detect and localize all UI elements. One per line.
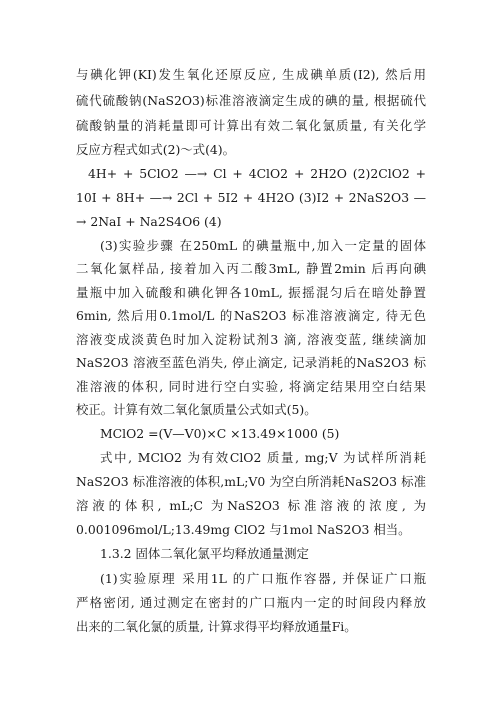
text-line-15: 校正。计算有效二氧化氯质量公式如式(5)。 [76,402,317,417]
text-line-13: NaS2O3 溶液至蓝色消失, 停止滴定, 记录消耗的NaS2O3 标 [76,355,426,370]
equation-line-2: 10I + 8H+ —→ 2Cl + 5I2 + 4H2O (3)I2 + 2NaS2O3 — [76,190,426,205]
text-line-22: (1)实验原理 采用1L 的广口瓶作容器, 并保证广口瓶 [100,571,426,586]
text-line-19: 溶液的体积, mL;C 为NaS2O3 标准溶液的浓度, 为 [76,498,426,513]
text-line-14: 准溶液的体积, 同时进行空白实验, 将滴定结果用空白结果 [76,379,426,394]
text-line-17: 式中, MClO2 为有效ClO2 质量, mg;V 为试样所消耗 [100,450,426,465]
text-line-20: 0.001096mol/L;13.49mg ClO2 与1mol NaS2O3 相当。 [76,522,411,537]
text-line-8: (3)实验步骤 在250mL 的碘量瓶中,加入一定量的固体 [100,238,426,253]
text-line-18: NaS2O3 标准溶液的体积,mL;V0 为空白所消耗NaS2O3 标准 [76,474,426,489]
text-line-3: 硫酸钠量的消耗量即可计算出有效二氧化氯质量, 有关化学 [76,118,426,133]
equation-line-1: 4H+ + 5ClO2 —→ Cl + 4ClO2 + 2H2O (2)2ClO2 + [88,166,426,181]
text-line-12: 溶液变成淡黄色时加入淀粉试剂3 滴, 溶液变蓝, 继续滴加 [76,332,426,347]
formula-line: MClO2 =(V—V0)×C ×13.49×1000 (5) [100,426,340,441]
section-heading: 1.3.2 固体二氧化氯平均释放通量测定 [100,546,309,561]
text-line-24: 出来的二氧化氯的质量, 计算求得平均释放通量Fi。 [76,619,357,634]
text-line-11: 6min, 然后用0.1mol/L 的NaS2O3 标准溶液滴定, 待无色 [76,308,426,323]
equation-line-3: → 2NaI + Na2S4O6 (4) [76,214,222,229]
text-line-4: 反应方程式如式(2)～式(4)。 [76,142,236,157]
text-line-1: 与碘化钾(KI)发生氧化还原反应, 生成碘单质(I2), 然后用 [76,67,426,82]
text-line-10: 量瓶中加入硫酸和碘化钾各10mL, 振摇混匀后在暗处静置 [76,285,426,300]
text-line-9: 二氧化氯样品, 接着加入丙二酸3mL, 静置2min 后再向碘 [76,261,426,276]
text-line-23: 严格密闭, 通过测定在密封的广口瓶内一定的时间段内释放 [76,595,426,610]
text-line-2: 硫代硫酸钠(NaS2O3)标准溶液滴定生成的碘的量, 根据硫代 [76,93,426,108]
